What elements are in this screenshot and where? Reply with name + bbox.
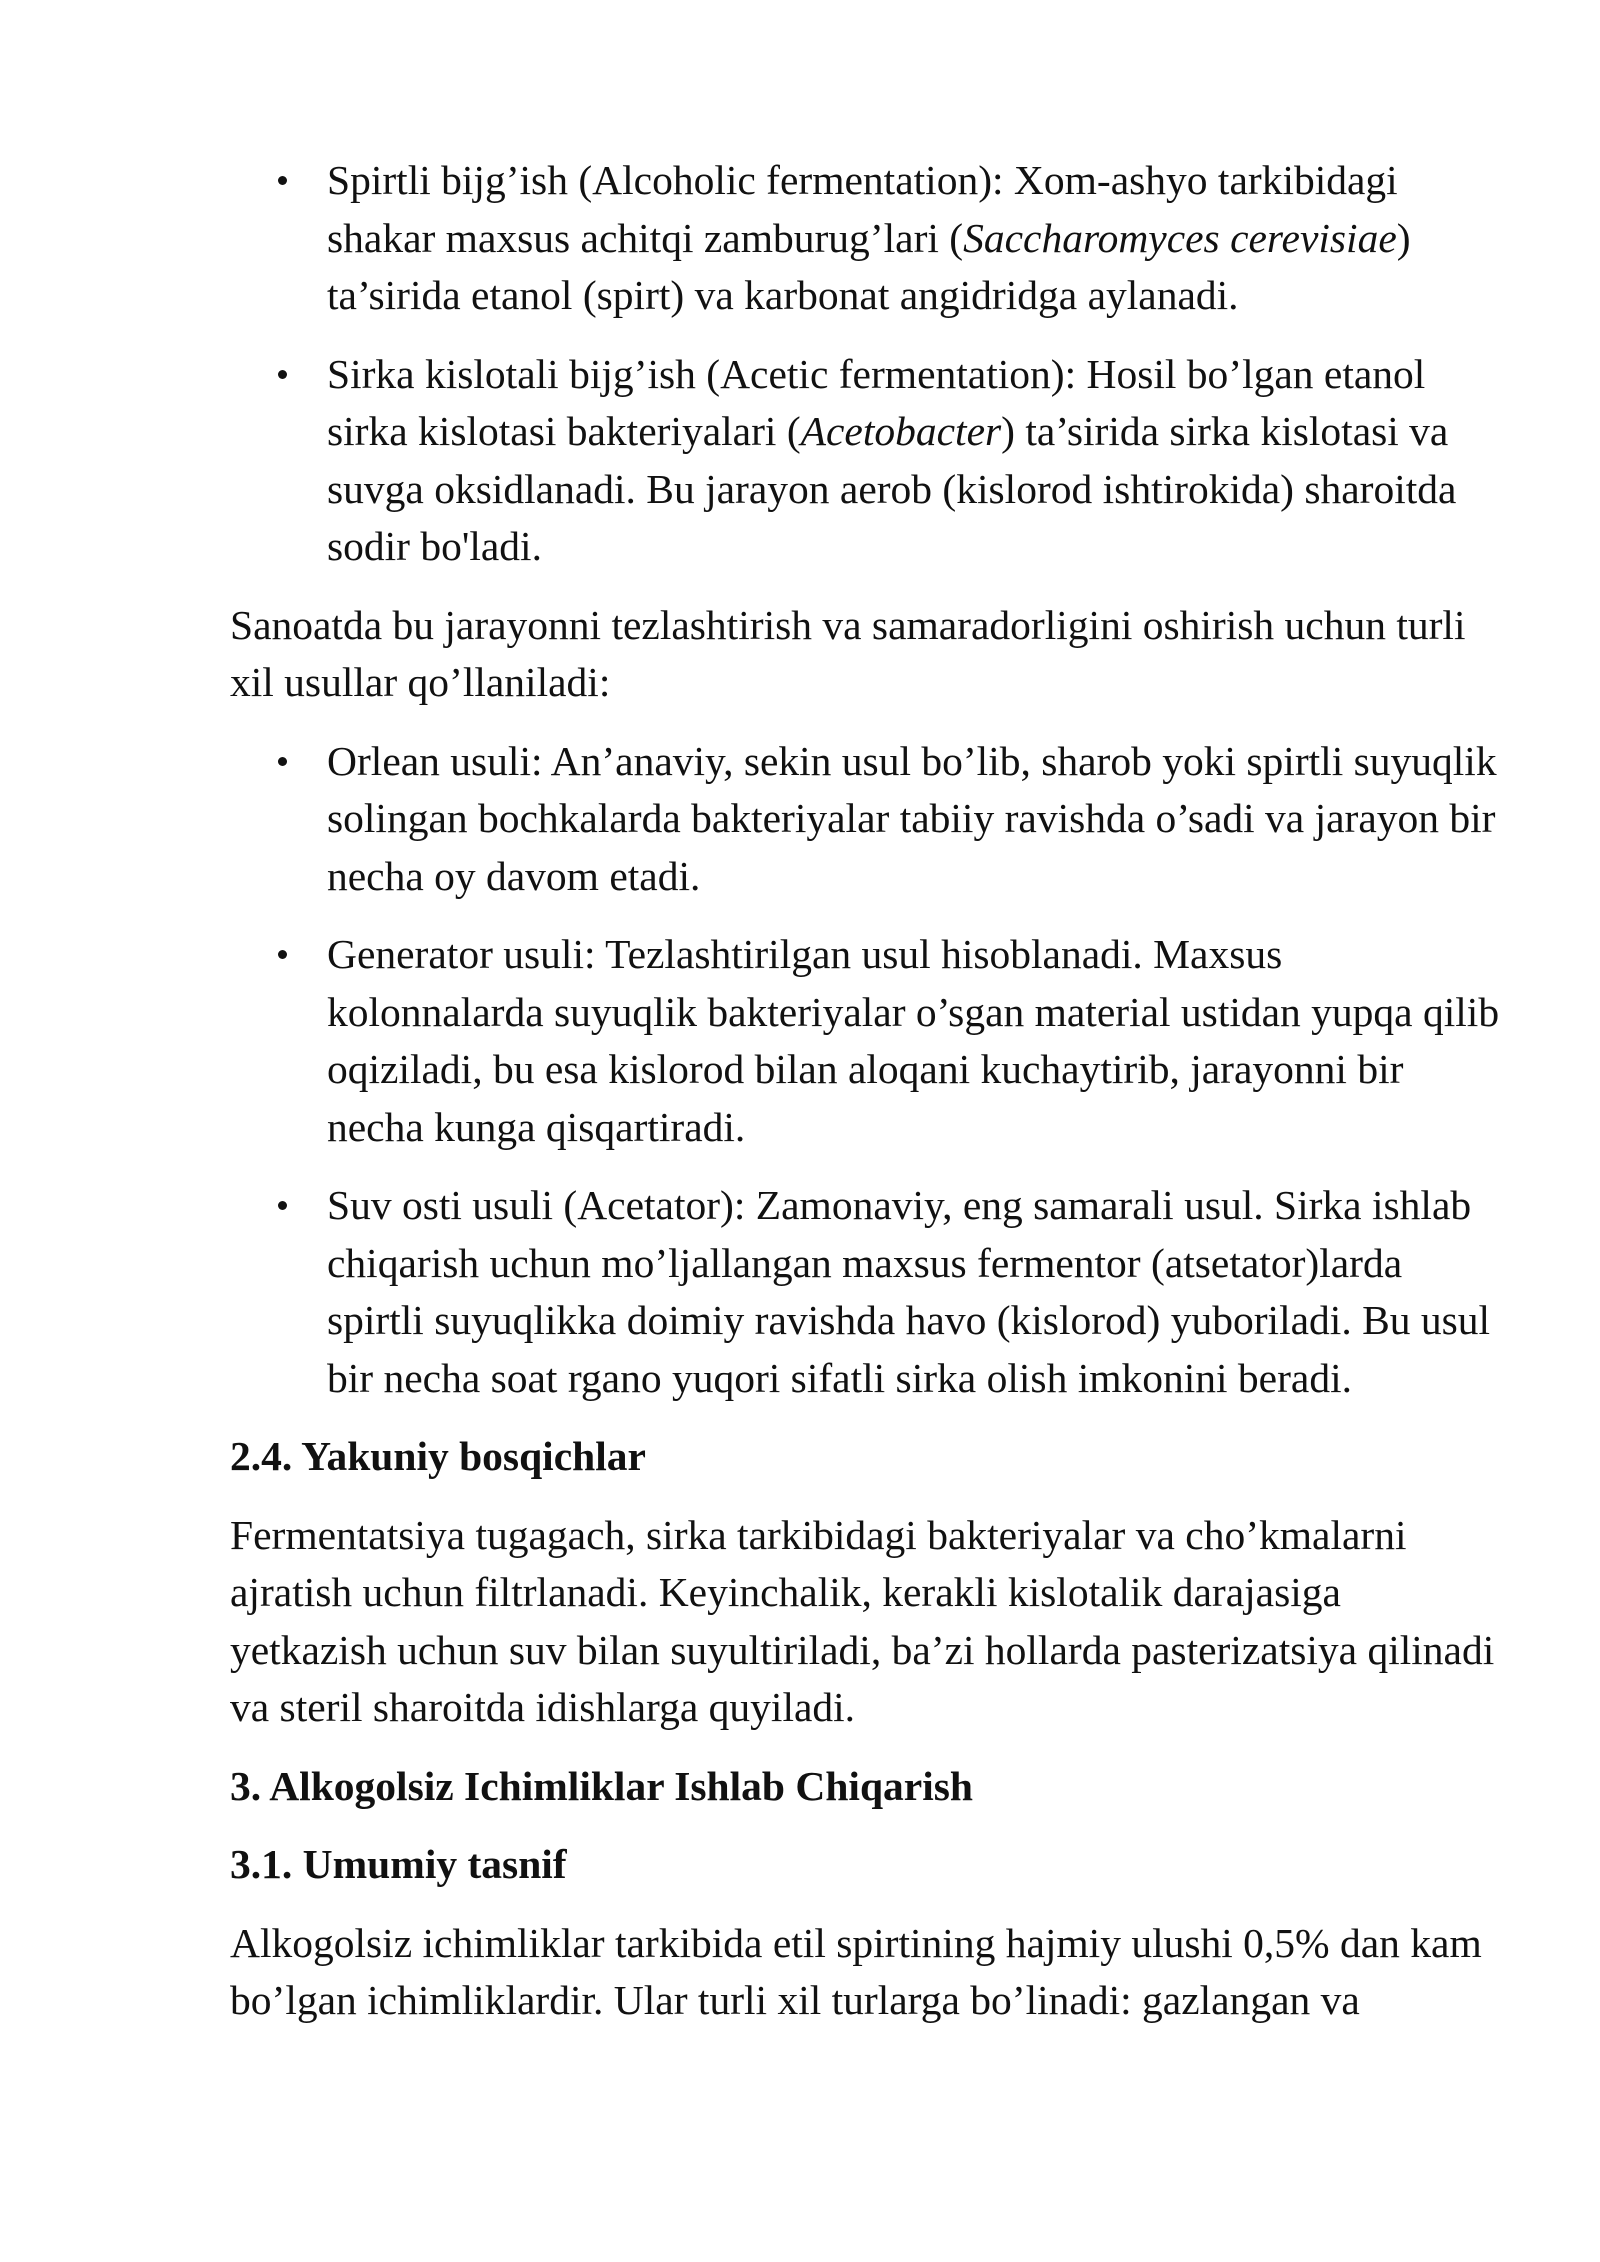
bullet-icon <box>278 757 287 766</box>
list-item <box>230 926 1500 1156</box>
section-heading: 2.4. Yakuniy bosqichlar <box>230 1433 646 1479</box>
species-name: Saccharomyces cerevisiae <box>963 214 1397 261</box>
fermentation-stages-list <box>230 152 1500 576</box>
paragraph: Fermentatsiya tugagach, sirka tarkibidagi bakteriyalar va cho’kmalarni ajratish uchun filtrlanadi. Keyinchalik, kerakli kislotalik darajasiga yetkazish uchun suv bilan suyultiriladi, ba’zi hollarda pasterizatsiya qilinadi va steril sharoitda idishlarga quyiladi. <box>230 1511 1495 1730</box>
list-item <box>230 1177 1500 1407</box>
paragraph: Sanoatda bu jarayonni tezlashtirish va samaradorligini oshirish uchun turli xil usullar qo’llaniladi: <box>230 601 1466 705</box>
list-item-text: Orlean usuli: An’anaviy, sekin usul bo’lib, sharob yoki spirtli suyuqlik solingan bochkalarda bakteriyalar tabiiy ravishda o’sadi va jarayon bir necha oy davom etadi. <box>327 737 1497 899</box>
bullet-icon <box>278 176 287 185</box>
section-heading: 3. Alkogolsiz Ichimliklar Ishlab Chiqarish <box>230 1762 973 1809</box>
list-item-text: Generator usuli: Tezlashtirilgan usul hisoblanadi. Maxsus kolonnalarda suyuqlik bakteriyalar o’sgan material ustidan yupqa qilib oqiziladi, bu esa kislorod bilan aloqani kuchaytirib, jarayonni bir necha kunga qisqartiradi. <box>327 931 1500 1150</box>
list-item-text-start: Sirka kislotali bijg’ish (Acetic fermentation): Hosil bo’lgan etanol sirka kislotasi bakteriyalari ( <box>327 350 1426 454</box>
production-methods-list <box>230 733 1500 1408</box>
bullet-icon <box>278 950 287 959</box>
list-item-text-end: ) ta’sirida sirka kislotasi va suvga oksidlanadi. Bu jarayon aerob (kislorod ishtirokida) sharoitda sodir bo'ladi. <box>327 408 1457 569</box>
list-item-text <box>327 157 1411 318</box>
list-item-text <box>327 351 1456 570</box>
paragraph: Alkogolsiz ichimliklar tarkibida etil spirtining hajmiy ulushi 0,5% dan kam bo’lgan ichimliklardir. Ular turli xil turlarga bo’linadi: gazlangan va <box>230 1919 1482 2023</box>
list-item <box>230 733 1500 906</box>
list-item-text: Suv osti usuli (Acetator): Zamonaviy, eng samarali usul. Sirka ishlab chiqarish uchun mo’ljallangan maxsus fermentor (atsetator)larda spirtli suyuqlikka doimiy ravishda havo (kislorod) yuboriladi. Bu usul bir necha soat rgano yuqori sifatli sirka olish imkonini beradi. <box>327 1182 1491 1401</box>
list-item <box>230 152 1500 325</box>
list-item-text-start: Spirtli bijg’ish (Alcoholic fermentation): Xom-ashyo tarkibidagi shakar maxsus achitqi zamburug’lari ( <box>327 157 1398 261</box>
bullet-icon <box>278 1201 287 1210</box>
subsection-heading: 3.1. Umumiy tasnif <box>230 1841 567 1887</box>
list-item <box>230 346 1500 576</box>
species-name: Acetobacter <box>800 408 1002 454</box>
bullet-icon <box>278 370 287 379</box>
list-item-text-end: ) ta’sirida etanol (spirt) va karbonat angidridga aylanadi. <box>327 214 1411 318</box>
